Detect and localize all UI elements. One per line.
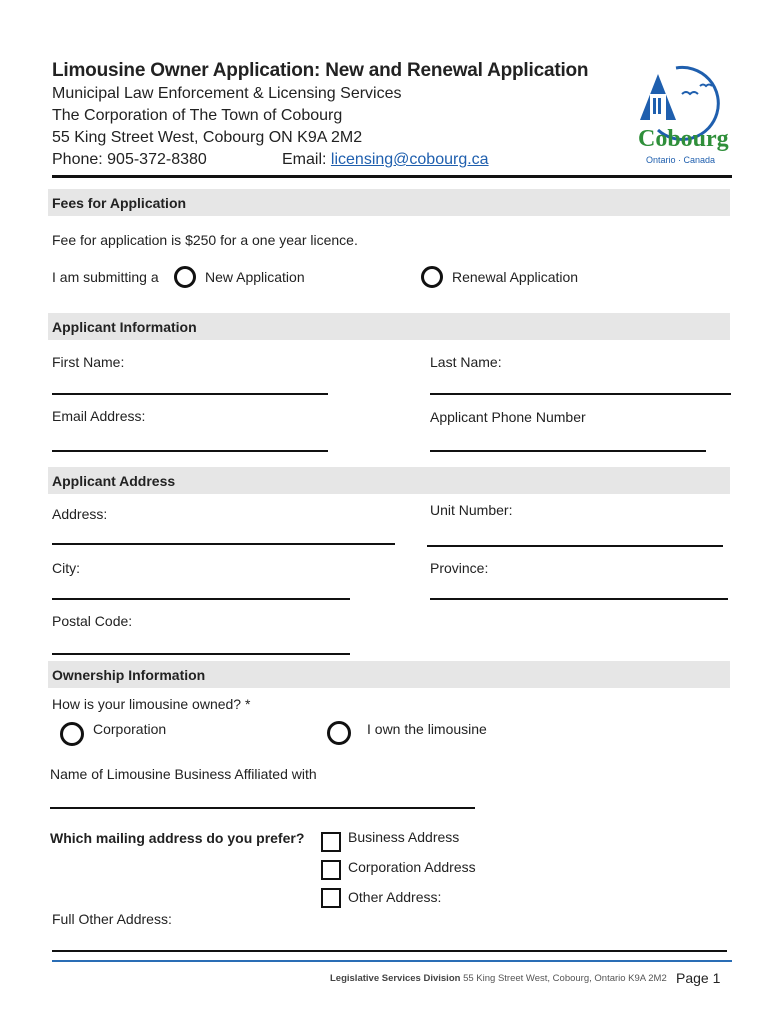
logo-wordmark: Cobourg (638, 126, 729, 152)
ownership-heading: Ownership Information (52, 667, 206, 683)
corporation-name: The Corporation of The Town of Cobourg (52, 107, 343, 124)
ownership-question: How is your limousine owned? * (52, 696, 251, 712)
applicant-phone-field[interactable] (430, 450, 706, 452)
full-other-address-field[interactable] (52, 950, 727, 952)
street-address: 55 King Street West, Cobourg ON K9A 2M2 (52, 129, 363, 146)
business-name-field[interactable] (50, 807, 475, 809)
corporation-address-checkbox[interactable] (321, 860, 341, 880)
new-application-radio[interactable] (174, 266, 196, 288)
cobourg-logo (636, 64, 732, 176)
unit-number-label: Unit Number: (430, 502, 513, 518)
last-name-label: Last Name: (430, 354, 502, 370)
other-address-label: Other Address: (348, 889, 442, 905)
header-divider (52, 175, 732, 178)
province-label: Province: (430, 560, 489, 576)
fee-text: Fee for application is $250 for a one year licence. (52, 232, 358, 248)
renewal-application-label: Renewal Application (452, 269, 579, 285)
unit-number-field[interactable] (427, 545, 723, 547)
business-address-checkbox[interactable] (321, 832, 341, 852)
phone-number: Phone: 905-372-8380 (52, 151, 207, 168)
fees-heading: Fees for Application (52, 195, 187, 211)
address-label: Address: (52, 506, 108, 522)
email-line (282, 151, 489, 169)
mailing-address-question: Which mailing address do you prefer? (50, 830, 305, 846)
email-link[interactable]: licensing@cobourg.ca (330, 151, 489, 168)
footer-division-line (330, 973, 667, 984)
email-address-field[interactable] (52, 450, 328, 452)
corporation-radio[interactable] (60, 722, 84, 746)
last-name-field[interactable] (430, 393, 731, 395)
applicant-section-header (48, 313, 730, 340)
ownership-section-header (48, 661, 730, 688)
address-field[interactable] (52, 543, 395, 545)
new-application-label: New Application (205, 269, 305, 285)
email-address-label: Email Address: (52, 408, 146, 424)
form-title: Limousine Owner Application: New and Renewal Application (52, 60, 589, 81)
business-address-label: Business Address (348, 829, 460, 845)
first-name-field[interactable] (52, 393, 328, 395)
logo-subtitle: Ontario · Canada (646, 155, 716, 165)
fees-section-header (48, 189, 730, 216)
postal-code-label: Postal Code: (52, 613, 133, 629)
full-other-address-label: Full Other Address: (52, 911, 172, 927)
business-name-label: Name of Limousine Business Affiliated with (50, 766, 317, 782)
address-heading: Applicant Address (52, 473, 176, 489)
department-name: Municipal Law Enforcement & Licensing Services (52, 85, 402, 102)
submitting-label: I am submitting a (52, 269, 159, 285)
corporation-label: Corporation (93, 721, 167, 737)
page-number: Page 1 (676, 970, 721, 986)
postal-code-field[interactable] (52, 653, 350, 655)
city-field[interactable] (52, 598, 350, 600)
other-address-checkbox[interactable] (321, 888, 341, 908)
footer-address: 55 King Street West, Cobourg, Ontario K9A 2M2 (463, 973, 667, 984)
email-label: Email: (282, 151, 327, 168)
footer-division: Legislative Services Division (330, 973, 461, 984)
province-field[interactable] (430, 598, 728, 600)
first-name-label: First Name: (52, 354, 125, 370)
own-limousine-radio[interactable] (327, 721, 351, 745)
renewal-application-radio[interactable] (421, 266, 443, 288)
applicant-phone-label: Applicant Phone Number (430, 409, 586, 425)
own-limousine-label: I own the limousine (367, 721, 487, 737)
applicant-heading: Applicant Information (52, 319, 197, 335)
address-section-header (48, 467, 730, 494)
city-label: City: (52, 560, 80, 576)
corporation-address-label: Corporation Address (348, 859, 476, 875)
footer-divider (52, 960, 732, 962)
